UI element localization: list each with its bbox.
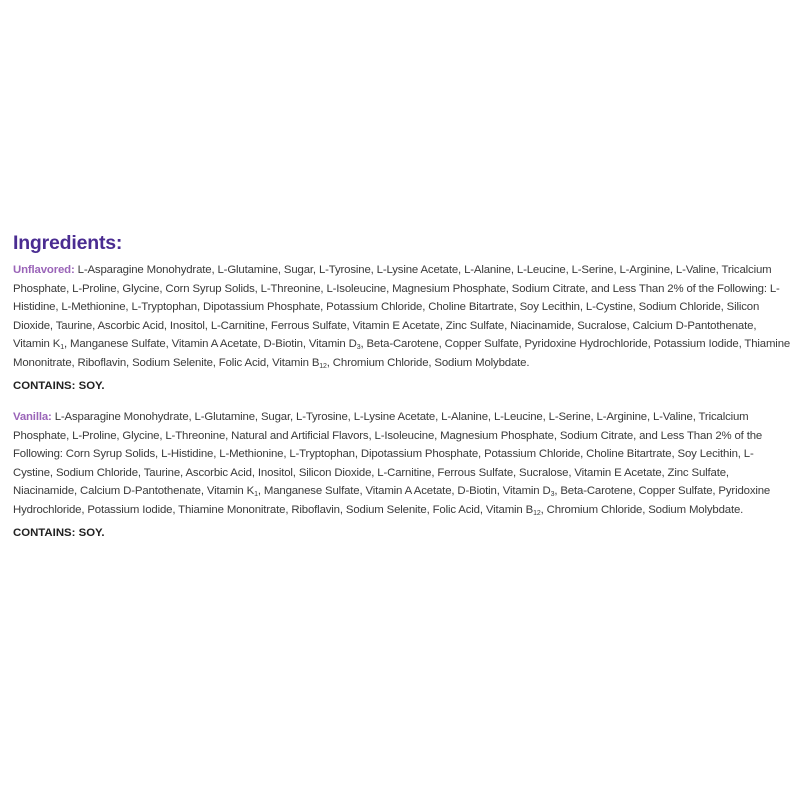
- vitamin-subscript: 1: [60, 344, 64, 351]
- ingredients-heading: Ingredients:: [13, 232, 123, 254]
- flavor-label-vanilla: Vanilla:: [13, 411, 52, 423]
- allergen-statement-unflavored: CONTAINS: SOY.: [13, 380, 105, 392]
- ingredients-paragraph-vanilla: [13, 408, 793, 519]
- vitamin-subscript: 12: [533, 509, 541, 517]
- vitamin-subscript: 12: [319, 362, 327, 370]
- vitamin-subscript: 3: [550, 491, 555, 498]
- ingredient-list-unflavored: L-Asparagine Monohydrate, L-Glutamine, Sugar, L-Tyrosine, L-Lysine Acetate, L-Alanine, L-Leucine, L-Serine, L-Arginine, L-Valine, Tricalcium Phosphate, L-Proline, Glycine, Corn Syrup Solids, L-Threonine, L-Isoleucine, Magnesium Phosphate, Sodium Citrate, and Less Than 2% of the Following: L-Histidine, L-Methionine, L-Tryptophan, Dipotassium Phosphate, Potassium Chloride, Choline Bitartrate, Soy Lecithin, L-Cystine, Sodium Chloride, Silicon Dioxide, Taurine, Ascorbic Acid, Inositol, L-Carnitine, Ferrous Sulfate, Vitamin E Acetate, Zinc Sulfate, Niacinamide, Sucralose, Calcium D-Pantothenate, Vitamin $K_1$, Manganese Sulfate, Vitamin A Acetate, D-Biotin, Vitamin $D_3$, Beta-Carotene, Copper Sulfate, Pyridoxine Hydrochloride, Potassium Iodide, Thiamine Mononitrate, Riboflavin, Sodium Selenite, Folic Acid, Vitamin $B_{12}$, Chromium Chloride, Sodium Molybdate.: [13, 264, 791, 370]
- vitamin-subscript: 1: [254, 491, 258, 498]
- flavor-label-unflavored: Unflavored:: [13, 264, 75, 276]
- vitamin-subscript: 3: [356, 344, 361, 351]
- allergen-statement-vanilla: CONTAINS: SOY.: [13, 527, 105, 539]
- ingredients-panel: [13, 231, 793, 555]
- ingredients-paragraph-unflavored: [13, 261, 793, 372]
- ingredient-list-vanilla: L-Asparagine Monohydrate, L-Glutamine, Sugar, L-Tyrosine, L-Lysine Acetate, L-Alanine, L-Leucine, L-Serine, L-Arginine, L-Valine, Tricalcium Phosphate, L-Proline, Glycine, L-Threonine, Natural and Artificial Flavors, L-Isoleucine, Magnesium Phosphate, Sodium Citrate, and Less Than 2% of the Following: Corn Syrup Solids, L-Histidine, L-Methionine, L-Tryptophan, Dipotassium Phosphate, Potassium Chloride, Choline Bitartrate, Soy Lecithin, L-Cystine, Sodium Chloride, Taurine, Ascorbic Acid, Inositol, Silicon Dioxide, L-Carnitine, Ferrous Sulfate, Sucralose, Vitamin E Acetate, Zinc Sulfate, Niacinamide, Calcium D-Pantothenate, Vitamin $K_1$, Manganese Sulfate, Vitamin A Acetate, D-Biotin, Vitamin $D_3$, Beta-Carotene, Copper Sulfate, Pyridoxine Hydrochloride, Potassium Iodide, Thiamine Mononitrate, Riboflavin, Sodium Selenite, Folic Acid, Vitamin $B_{12}$, Chromium Chloride, Sodium Molybdate.: [13, 411, 771, 517]
